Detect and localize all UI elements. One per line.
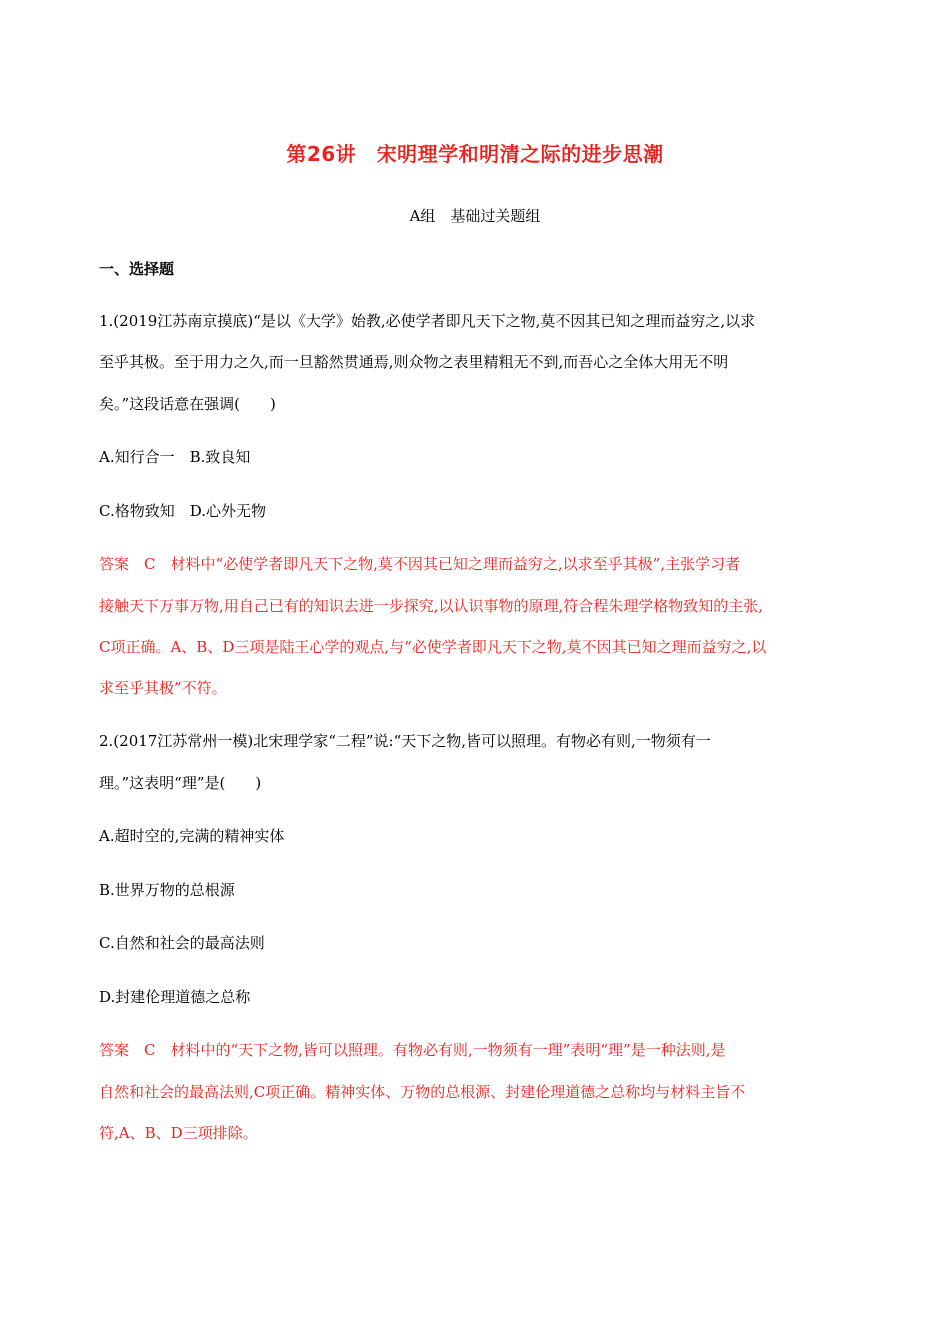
q1-options-cd: C.格物致知 D.心外无物 (99, 502, 266, 520)
section-heading: 一、选择题 (99, 260, 175, 278)
q1-answer-line-3: C项正确。A、B、D三项是陆王心学的观点,与“必使学者即凡天下之物,莫不因其已知之理而益穷之,以 (99, 638, 767, 656)
q1-options-ab: A.知行合一 B.致良知 (99, 448, 251, 466)
q2-option-c: C.自然和社会的最高法则 (99, 934, 265, 952)
q2-stem-line-2: 理。”这表明“理”是( ) (99, 774, 262, 792)
q2-stem-line-1: 2.(2017江苏常州一模)北宋理学家“二程”说:“天下之物,皆可以照理。有物必有则,一物须有一 (99, 732, 711, 750)
q1-answer-line-1: 答案 C 材料中“必使学者即凡天下之物,莫不因其已知之理而益穷之,以求至乎其极”,主张学习者 (99, 555, 741, 573)
q1-stem-line-2: 至乎其极。至于用力之久,而一旦豁然贯通焉,则众物之表里精粗无不到,而吾心之全体大用无不明 (99, 353, 729, 371)
q2-answer-line-1: 答案 C 材料中的“天下之物,皆可以照理。有物必有则,一物须有一理”表明“理”是一种法则,是 (99, 1041, 726, 1059)
page-title: 第26讲 宋明理学和明清之际的进步思潮 (286, 142, 664, 166)
q2-option-a: A.超时空的,完满的精神实体 (99, 827, 285, 845)
q2-answer-line-2: 自然和社会的最高法则,C项正确。精神实体、万物的总根源、封建伦理道德之总称均与材料主旨不 (99, 1083, 746, 1101)
q1-answer-line-4: 求至乎其极”不符。 (99, 679, 227, 697)
q1-stem-line-1: 1.(2019江苏南京摸底)“是以《大学》始教,必使学者即凡天下之物,莫不因其已知之理而益穷之,以求 (99, 312, 756, 330)
group-subtitle: A组 基础过关题组 (409, 207, 541, 225)
q1-stem-line-3: 矣。”这段话意在强调( ) (99, 395, 276, 413)
q2-option-d: D.封建伦理道德之总称 (99, 988, 251, 1006)
q2-answer-line-3: 符,A、B、D三项排除。 (99, 1124, 258, 1142)
q2-option-b: B.世界万物的总根源 (99, 881, 235, 899)
q1-answer-line-2: 接触天下万事万物,用自己已有的知识去进一步探究,以认识事物的原理,符合程朱理学格物致知的主张, (99, 597, 764, 615)
